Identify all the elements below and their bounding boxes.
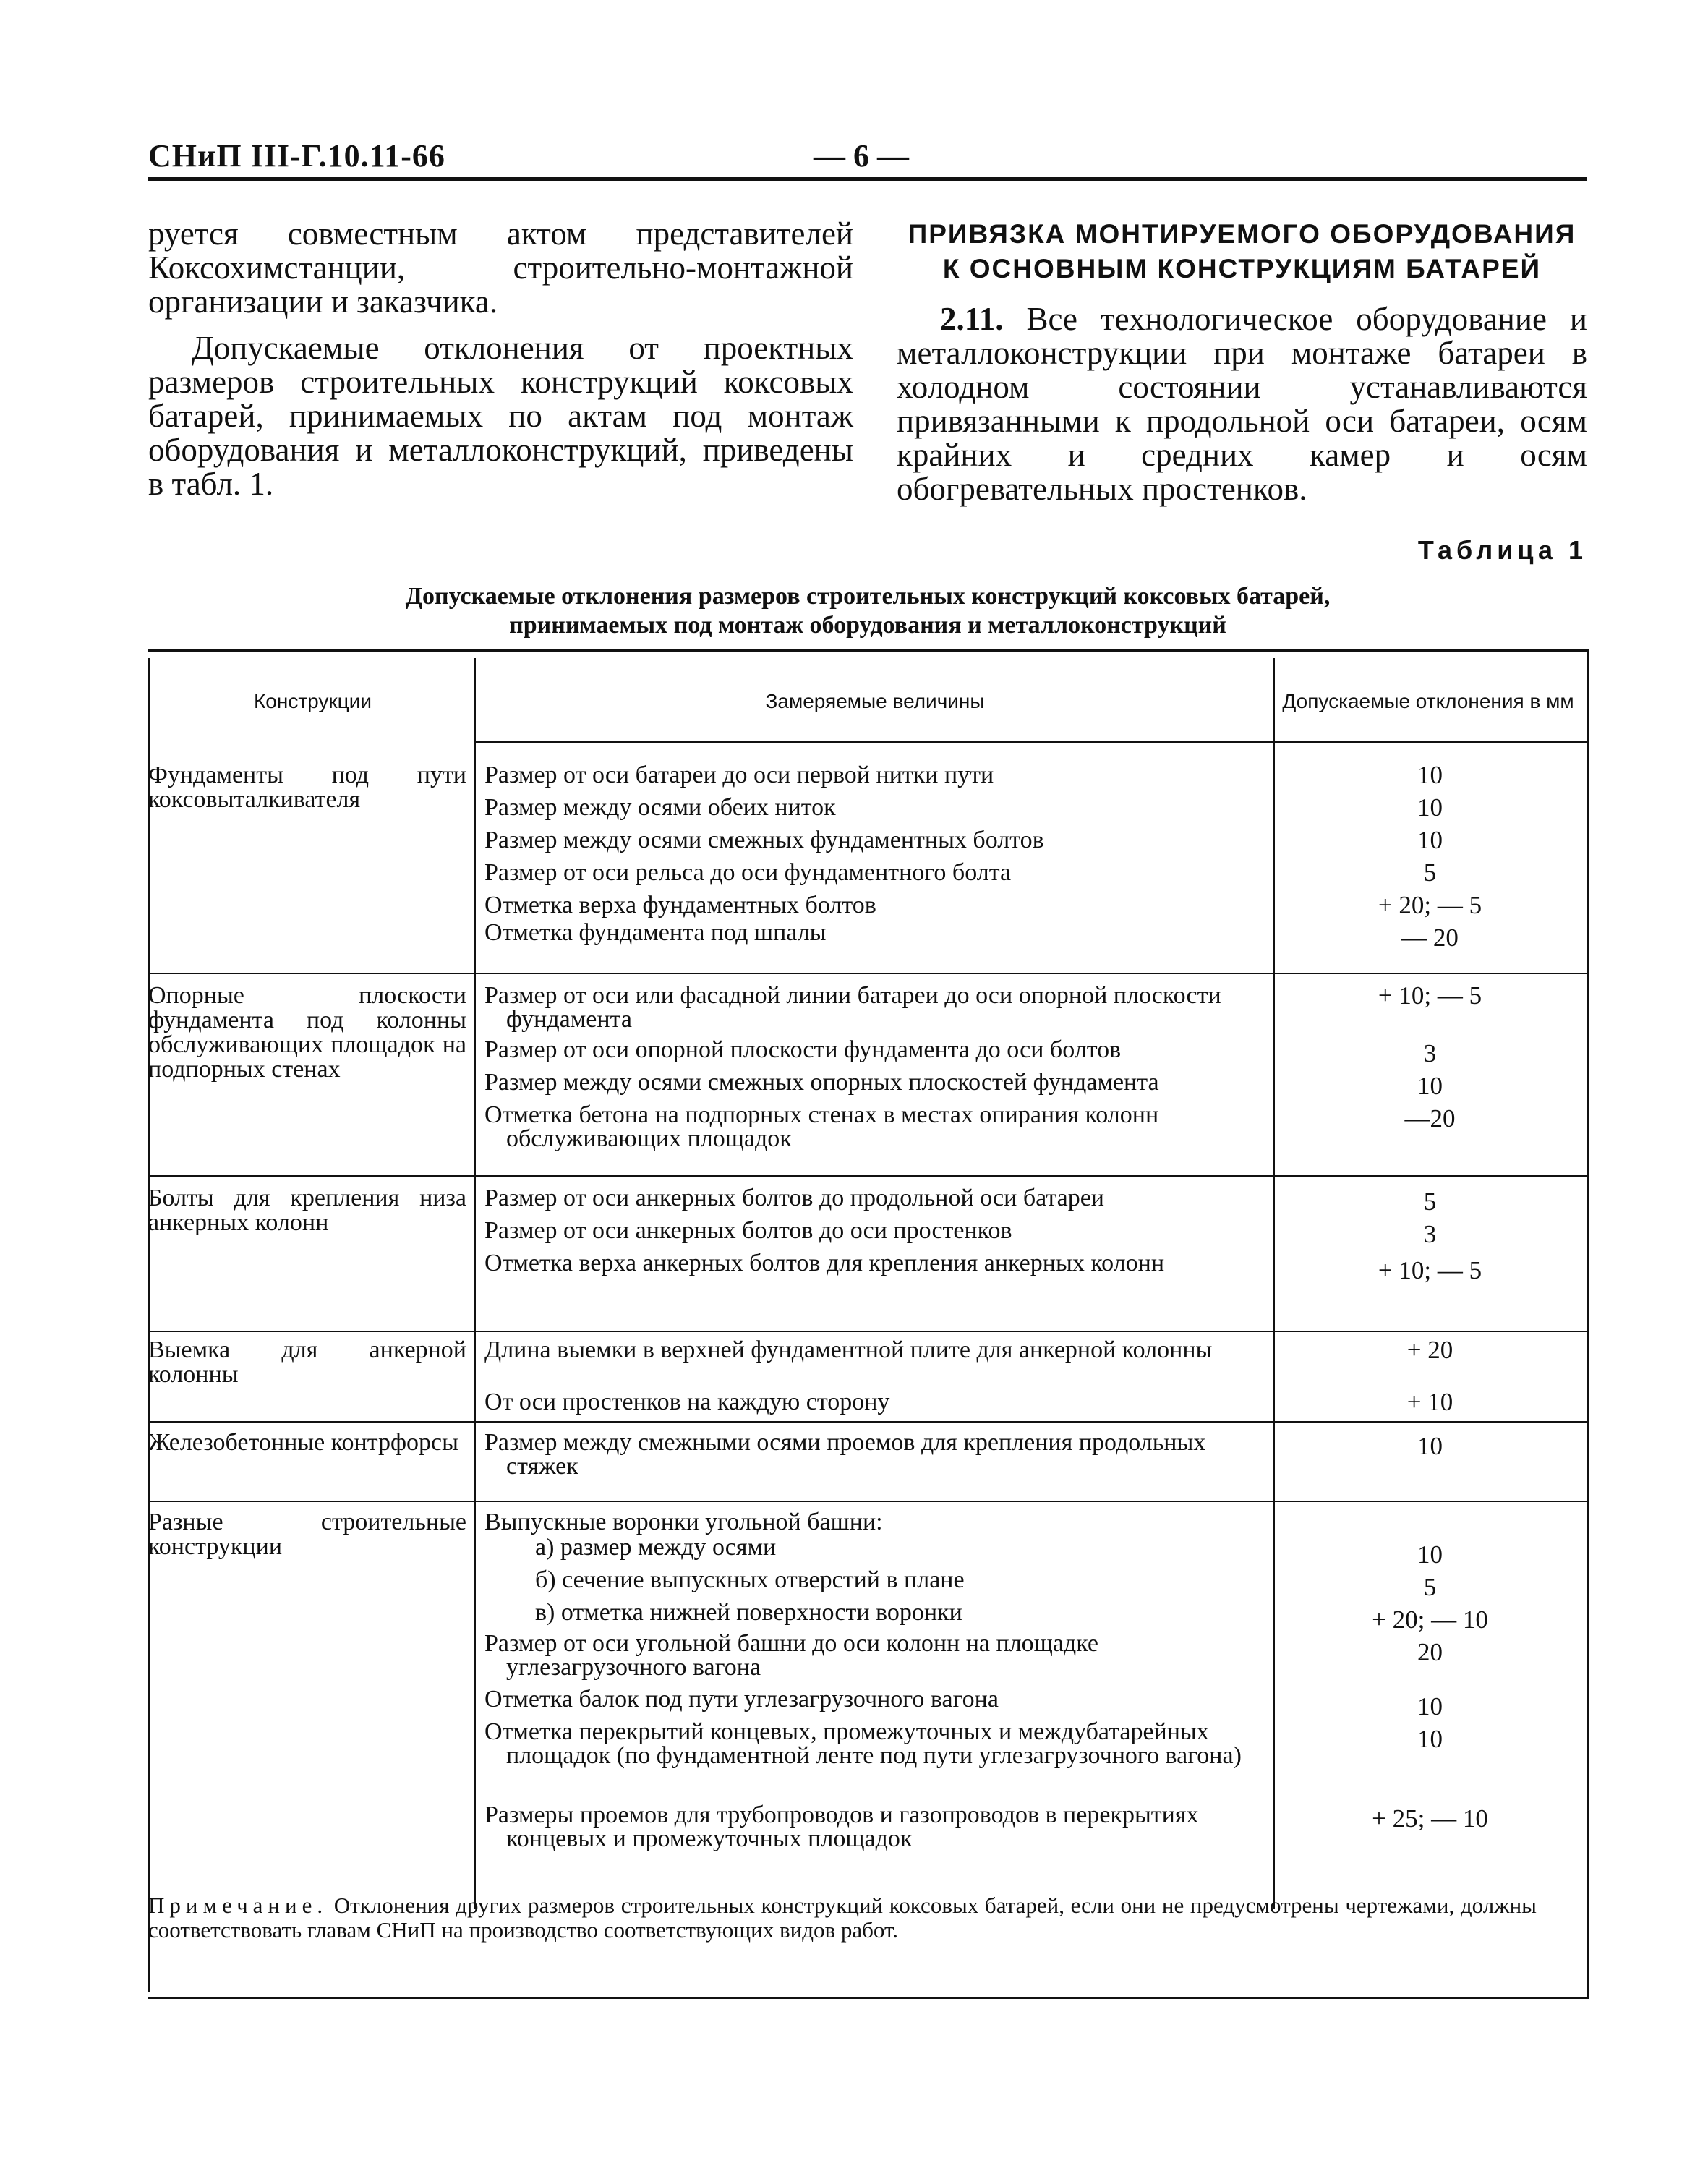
deviation-cell: + 10 [1406, 1388, 1453, 1416]
column-header-measures: Замеряемые величины [765, 690, 985, 712]
deviation-cell: 10 [1417, 1072, 1443, 1100]
deviation-cell: 5 [1423, 1187, 1437, 1216]
table-caption-line-1: Допускаемые отклонения размеров строительных конструкций коксовых батарей, [405, 583, 1331, 610]
table-note [148, 1893, 1537, 1943]
construction-cell: Болты для крепления низа анкерных колонн [148, 1185, 466, 1236]
left-paragraph-2: Допускаемые отклонения от проектных размеров строительных конструкций коксовых батарей, принимаемых по актам под монтаж оборудования и металлоконструкций, приведены в табл. 1. [148, 330, 853, 502]
section-heading [897, 217, 1587, 286]
deviation-cell: —20 [1404, 1104, 1456, 1133]
note-text: Отклонения других размеров строительных конструкций коксовых батарей, если они не предусмотрены чертежами, должны соответствовать главам СНиП на производство соответствующих видов работ. [148, 1893, 1537, 1943]
measure-cell: а) размер между осями [535, 1534, 777, 1561]
deviation-cell: 20 [1417, 1638, 1443, 1666]
measure-cell: Выпускные воронки угольной башни: [484, 1509, 883, 1535]
measure-cell: Размер между осями смежных фундаментных болтов [484, 827, 1044, 853]
group-separator [148, 1501, 1587, 1502]
deviation-cell: 10 [1417, 1692, 1443, 1720]
measure-cell: Размер от оси рельса до оси фундаментного болта [484, 859, 1012, 886]
measure-cell: Размер от оси батареи до оси первой нитки пути [484, 762, 994, 788]
construction-cell: Фундаменты под пути коксовыталкивателя [148, 762, 466, 813]
page-number: — 6 — [814, 138, 909, 174]
left-paragraph-1: руется совместным актом представителей Коксохимстанции, строительно-монтажной организации и заказчика. [148, 216, 853, 320]
deviation-cell: 10 [1417, 793, 1443, 822]
group-separator [148, 1421, 1587, 1423]
measure-cell: Размер от оси анкерных болтов до продольной оси батареи [484, 1185, 1104, 1211]
paragraph-2-11 [897, 302, 1587, 506]
measure-cell: Размер от оси анкерных болтов до оси простенков [484, 1217, 1012, 1244]
deviation-cell: + 25; — 10 [1372, 1804, 1488, 1833]
measure-cell: Размер между смежными осями проемов для крепления продольных стяжек [484, 1429, 1206, 1480]
deviation-cell: 10 [1417, 761, 1443, 789]
section-heading-line-2: К ОСНОВНЫМ КОНСТРУКЦИЯМ БАТАРЕЙ [942, 254, 1542, 283]
paragraph-text: Все технологическое оборудование и металлоконструкции при монтаже батареи в холодном состоянии устанавливаются привязанными к продольной оси батареи, осям крайних и средних камер и осям обогревательных простенков. [897, 301, 1587, 507]
column-divider-1 [474, 658, 476, 1909]
deviation-cell: 10 [1417, 1725, 1443, 1753]
section-heading-line-1: ПРИВЯЗКА МОНТИРУЕМОГО ОБОРУДОВАНИЯ [908, 219, 1576, 249]
measure-cell: Размеры проемов для трубопроводов и газопроводов в перекрытиях концевых и промежуточных площадок [484, 1801, 1199, 1852]
left-column [148, 217, 853, 513]
measure-cell: Отметка перекрытий концевых, промежуточных и междубатарейных площадок (по фундаментной ленте под пути углезагрузочного вагона) [484, 1718, 1242, 1769]
deviation-cell: 5 [1423, 1573, 1437, 1601]
measure-cell: Размер между осями смежных опорных плоскостей фундамента [484, 1069, 1159, 1096]
column-header-deviations: Допускаемые отклонения в мм [1282, 690, 1574, 712]
measure-cell: в) отметка нижней поверхности воронки [535, 1599, 962, 1626]
group-separator [148, 1175, 1587, 1177]
document-code: СНиП III-Г.10.11-66 [148, 138, 445, 174]
measure-cell: Отметка балок под пути углезагрузочного вагона [484, 1686, 999, 1713]
deviation-cell: 10 [1417, 1432, 1443, 1460]
table-caption-line-2: принимаемых под монтаж оборудования и металлоконструкций [509, 612, 1226, 639]
note-label: Примечание. [148, 1893, 328, 1918]
measure-cell: Длина выемки в верхней фундаментной плите для анкерной колонны [484, 1336, 1213, 1363]
deviation-cell: — 20 [1401, 924, 1459, 952]
right-column [897, 217, 1587, 519]
paragraph-number: 2.11. [940, 301, 1004, 337]
deviation-cell: 10 [1417, 826, 1443, 854]
measure-cell: Размер от оси угольной башни до оси колонн на площадке углезагрузочного вагона [484, 1630, 1098, 1681]
table-left-border [148, 658, 150, 1992]
measure-cell: Отметка верха фундаментных болтов [484, 892, 876, 918]
construction-cell: Разные строительные конструкции [148, 1509, 466, 1560]
deviation-cell: 3 [1423, 1220, 1437, 1248]
measure-cell: Отметка верха анкерных болтов для крепления анкерных колонн [484, 1250, 1165, 1276]
deviation-cell: + 10; — 5 [1378, 981, 1482, 1010]
page-header [148, 137, 1587, 181]
header-rule [148, 177, 1587, 181]
construction-cell: Выемка для анкерной колонны [148, 1336, 466, 1388]
construction-cell: Железобетонные контрфорсы [148, 1429, 458, 1456]
deviation-cell: + 20; — 5 [1378, 891, 1482, 919]
column-header-constructions: Конструкции [254, 690, 372, 712]
measure-cell: Размер от оси опорной плоскости фундамента до оси болтов [484, 1036, 1122, 1063]
measure-cell: Размер между осями обеих ниток [484, 794, 836, 821]
deviation-cell: + 20 [1406, 1336, 1453, 1364]
deviation-cell: + 10; — 5 [1378, 1256, 1482, 1284]
table-label: Таблица 1 [1417, 535, 1587, 565]
deviation-cell: 10 [1417, 1540, 1443, 1569]
table-caption [148, 582, 1587, 640]
group-separator [148, 1331, 1587, 1332]
measure-cell: Отметка бетона на подпорных стенах в местах опирания колонн обслуживающих площадок [484, 1101, 1159, 1152]
deviation-cell: 3 [1423, 1039, 1437, 1067]
measure-cell: Отметка фундамента под шпалы [484, 919, 827, 946]
measure-cell: От оси простенков на каждую сторону [484, 1389, 890, 1415]
header-bottom-rule [474, 741, 1587, 743]
group-separator [148, 973, 1587, 974]
deviation-cell: + 20; — 10 [1372, 1606, 1488, 1634]
deviation-cell: 5 [1423, 858, 1437, 887]
measure-cell: б) сечение выпускных отверстий в плане [535, 1566, 965, 1593]
measure-cell: Размер от оси или фасадной линии батареи до оси опорной плоскости фундамента [484, 982, 1221, 1033]
construction-cell: Опорные плоскости фундамента под колонны обслуживающих площадок на подпорных стенах [148, 982, 466, 1083]
